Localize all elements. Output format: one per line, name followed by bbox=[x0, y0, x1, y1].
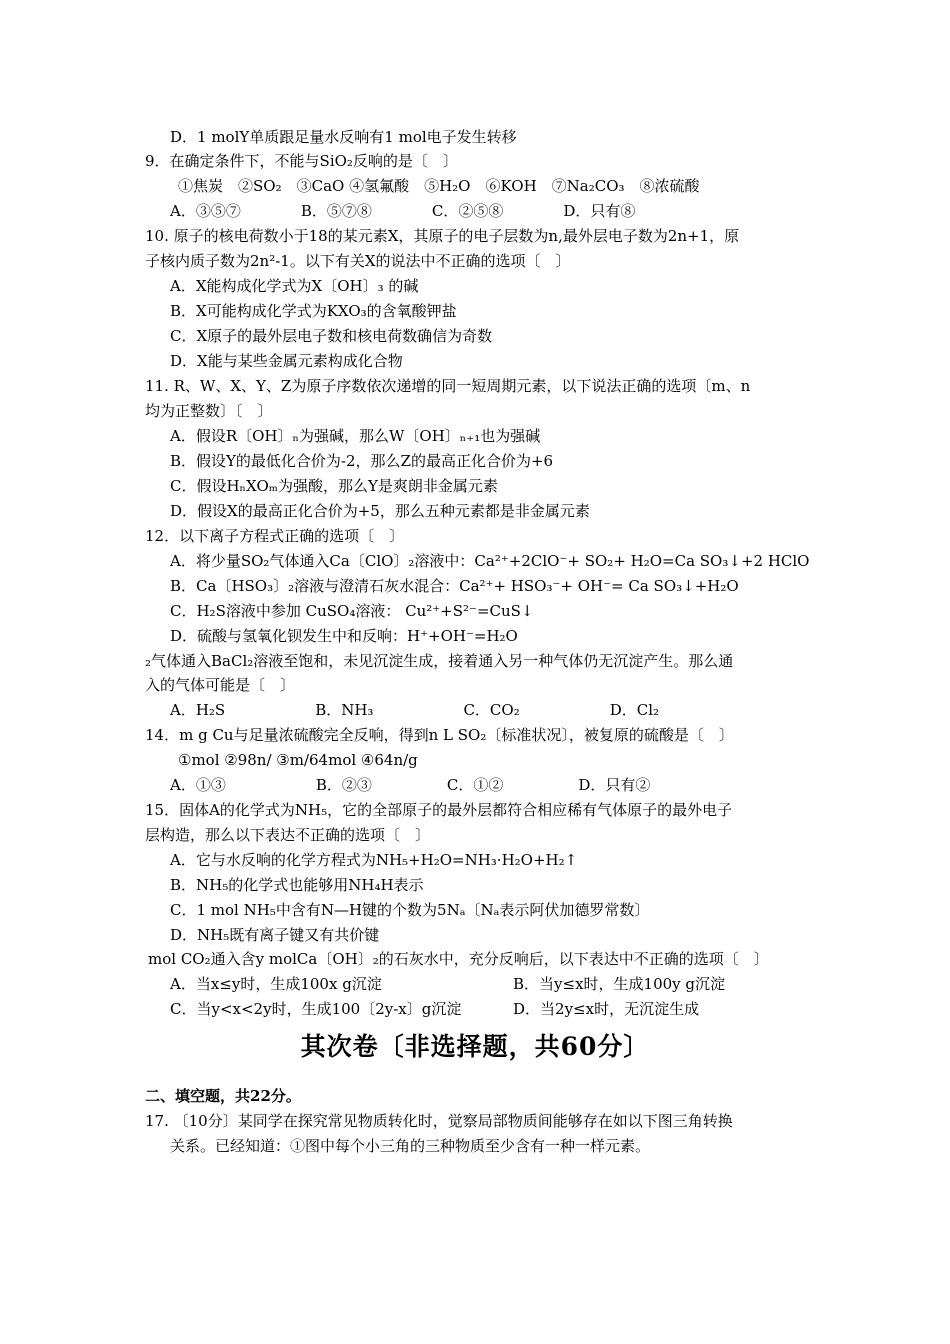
q14-items: ①mol ②98n/ ③m/64mol ④64n/g bbox=[178, 751, 418, 769]
q12-option-a: A．将少量SO₂气体通入Ca〔ClO〕₂溶液中：Ca²⁺+2ClO⁻+ SO₂+ H₂O=Ca SO₃↓+2 HClO bbox=[170, 552, 810, 570]
q11-option-c: C．假设HₙXOₘ为强酸，那么Y是爽朗非金属元素 bbox=[170, 477, 498, 495]
q12-option-b: B．Ca〔HSO₃〕₂溶液与澄清石灰水混合：Ca²⁺+ HSO₃⁻+ OH⁻= Ca SO₃↓+H₂O bbox=[170, 577, 739, 595]
q15-option-b: B．NH₅的化学式也能够用NH₄H表示 bbox=[170, 876, 424, 894]
q15-option-a: A．它与水反响的化学方程式为NH₅+H₂O=NH₃·H₂O+H₂↑ bbox=[170, 851, 578, 869]
q11-option-a: A．假设R〔OH〕ₙ为强碱，那么W〔OH〕ₙ₊₁也为强碱 bbox=[170, 427, 541, 445]
q12-option-d: D．硫酸与氢氧化钡发生中和反响：H⁺+OH⁻=H₂O bbox=[170, 627, 518, 645]
q16-stem: mol CO₂通入含y molCa〔OH〕₂的石灰水中，充分反响后，以下表达中不正确的选项〔 〕 bbox=[148, 950, 769, 968]
q8-option-d: D．1 molY单质跟足量水反响有1 mol电子发生转移 bbox=[170, 128, 517, 146]
q10-stem-line1: 10. 原子的核电荷数小于18的某元素X，其原子的电子层数为n,最外层电子数为2n+1，原 bbox=[145, 227, 740, 245]
q14-stem: 14．m g Cu与足量浓硫酸完全反响，得到n L SO₂〔标准状况〕，被复原的硫酸是〔 〕 bbox=[145, 726, 734, 744]
q10-option-d: D．X能与某些金属元素构成化合物 bbox=[170, 352, 403, 370]
q11-stem-line2: 均为正整数〕〔 〕 bbox=[145, 402, 273, 420]
fill-in-heading: 二、填空题，共22分。 bbox=[145, 1087, 301, 1105]
q10-stem-line2: 子核内质子数为2n²-1。以下有关X的说法中不正确的选项〔 〕 bbox=[145, 252, 571, 270]
q12-stem: 12．以下离子方程式正确的选项〔 〕 bbox=[145, 527, 405, 545]
q13-stem-line1: ₂气体通入BaCl₂溶液至饱和，未见沉淀生成，接着通入另一种气体仍无沉淀产生。那么通 bbox=[145, 652, 734, 670]
q17-stem-line1: 17. 〔10分〕某同学在探究常见物质转化时，觉察局部物质间能够存在如以下图三角转换 bbox=[145, 1112, 733, 1130]
q17-stem-line2: 关系。已经知道：①图中每个小三角的三种物质至少含有一种一样元素。 bbox=[170, 1137, 651, 1155]
q16-option-d: D．当2y≤x时，无沉淀生成 bbox=[513, 1000, 700, 1018]
q9-stem: 9．在确定条件下，不能与SiO₂反响的是〔 〕 bbox=[145, 152, 458, 170]
q12-option-c: C．H₂S溶液中参加 CuSO₄溶液： Cu²⁺+S²⁻=CuS↓ bbox=[170, 602, 534, 620]
q10-option-b: B．X可能构成化学式为KXO₃的含氧酸钾盐 bbox=[170, 302, 457, 320]
q9-items: ①焦炭 ②SO₂ ③CaO ④氢氟酸 ⑤H₂O ⑥KOH ⑦Na₂CO₃ ⑧浓硫酸 bbox=[178, 177, 700, 195]
q11-option-d: D．假设X的最高正化合价为+5，那么五种元素都是非金属元素 bbox=[170, 502, 590, 520]
q16-option-b: B．当y≤x时，生成100y g沉淀 bbox=[513, 975, 726, 993]
q14-options: A．①③ B．②③ C．①② D．只有② bbox=[170, 776, 651, 794]
q13-options: A．H₂S B．NH₃ C．CO₂ D．Cl₂ bbox=[170, 701, 660, 719]
q11-option-b: B．假设Y的最低化合价为-2，那么Z的最高正化合价为+6 bbox=[170, 452, 554, 470]
q10-option-a: A．X能构成化学式为X〔OH〕₃ 的碱 bbox=[170, 277, 419, 295]
q10-option-c: C．X原子的最外层电子数和核电荷数确信为奇数 bbox=[170, 327, 493, 345]
q16-option-c: C．当y<x<2y时，生成100〔2y-x〕g沉淀 bbox=[170, 1000, 462, 1018]
q9-options: A．③⑤⑦ B．⑤⑦⑧ C．②⑤⑧ D．只有⑧ bbox=[170, 202, 636, 220]
q15-option-c: C．1 mol NH₅中含有N—H键的个数为5Nₐ〔Nₐ表示阿伏加德罗常数〕 bbox=[170, 901, 650, 919]
q15-stem-line2: 层构造，那么以下表达不正确的选项〔 〕 bbox=[145, 826, 431, 844]
q15-stem-line1: 15．固体A的化学式为NH₅，它的全部原子的最外层都符合相应稀有气体原子的最外电子 bbox=[145, 801, 733, 819]
section-title: 其次卷〔非选择题，共60分〕 bbox=[300, 1032, 650, 1061]
q13-stem-line2: 入的气体可能是〔 〕 bbox=[145, 676, 296, 694]
q15-option-d: D．NH₅既有离子键又有共价键 bbox=[170, 926, 380, 944]
q16-option-a: A．当x≤y时，生成100x g沉淀 bbox=[170, 975, 382, 993]
q11-stem-line1: 11. R、W、X、Y、Z为原子序数依次递增的同一短周期元素，以下说法正确的选项〔m、n bbox=[145, 377, 751, 395]
